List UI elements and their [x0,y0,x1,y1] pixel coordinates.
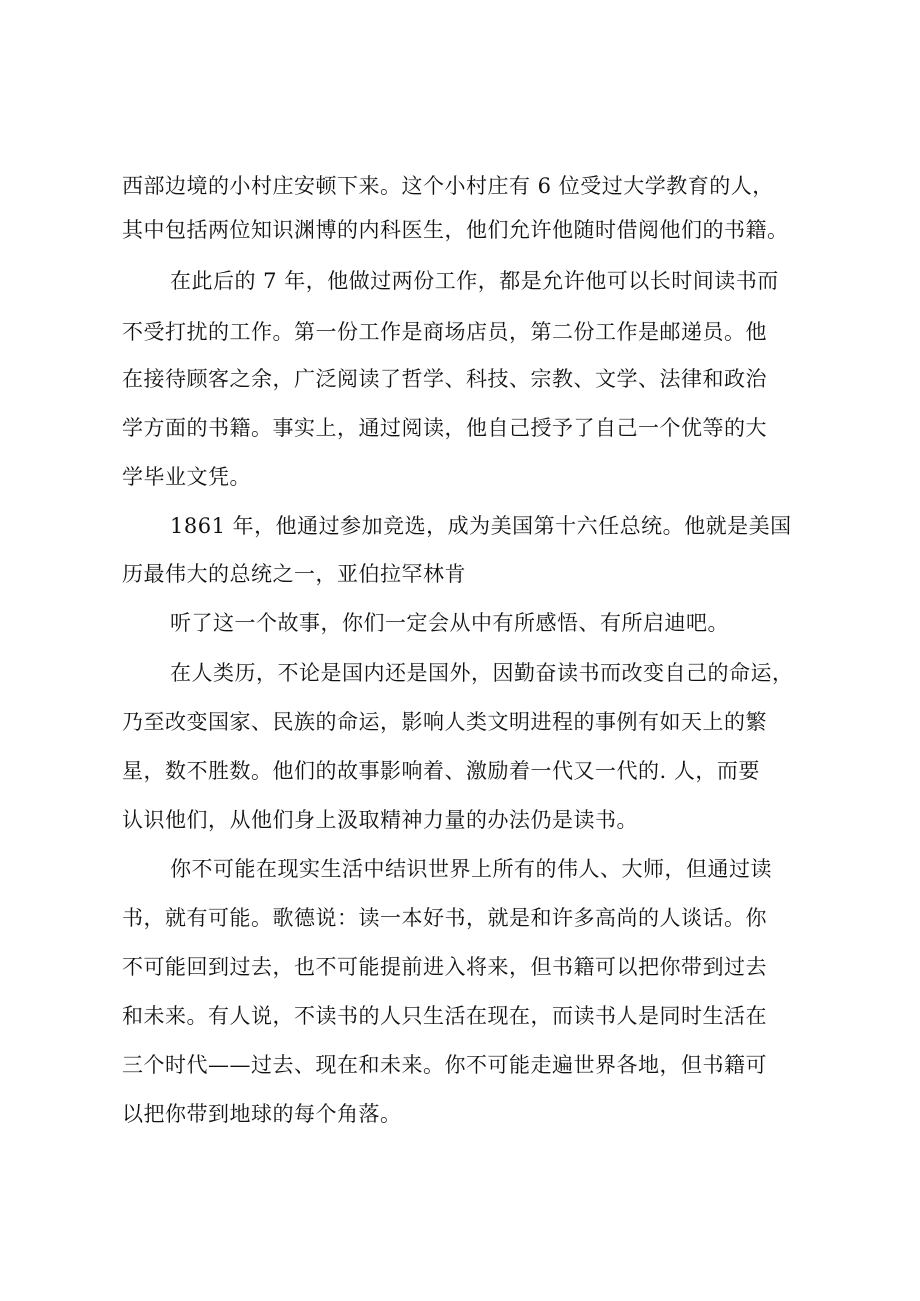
text-line: 三个时代——过去、现在和未来。你不可能走遍世界各地，但书籍可 [122,1053,767,1077]
text-line: 学毕业文凭。 [122,465,251,489]
text-line: 在此后的 7 年，他做过两份工作，都是允许他可以长时间读书而 [170,269,779,293]
text-line: 1861 年，他通过参加竞选，成为美国第十六任总统。他就是美国 [170,514,792,538]
text-line: 学方面的书籍。事实上，通过阅读，他自己授予了自己一个优等的大 [122,416,767,440]
text-line: 历最伟大的总统之一，亚伯拉罕林肯 [122,562,466,586]
text-line: 不受打扰的工作。第一份工作是商场店员，第二份工作是邮递员。他 [122,320,767,344]
text-line: 在接待顾客之余，广泛阅读了哲学、科技、宗教、文学、法律和政治 [122,367,767,391]
text-line: 不可能回到过去，也不可能提前进入将来，但书籍可以把你带到过去 [122,955,767,979]
text-line: 乃至改变国家、民族的命运，影响人类文明进程的事例有如天上的繁 [122,710,767,734]
text-line: 在人类历，不论是国内还是国外，因勤奋读书而改变自己的命运， [170,661,794,685]
text-line: 你不可能在现实生活中结识世界上所有的伟人、大师，但通过读 [170,857,772,881]
text-line: 认识他们，从他们身上汲取精神力量的办法仍是读书。 [122,808,638,832]
text-line: 其中包括两位知识渊博的内科医生，他们允许他随时借阅他们的书籍。 [122,218,789,242]
text-line: 书，就有可能。歌德说：读一本好书，就是和许多高尚的人谈话。你 [122,906,767,930]
text-line: 西部边境的小村庄安顿下来。这个小村庄有 6 位受过大学教育的人， [122,174,774,198]
text-line: 以把你带到地球的每个角落。 [122,1102,402,1126]
text-line: 听了这一个故事，你们一定会从中有所感悟、有所启迪吧。 [170,611,729,635]
text-line: 和未来。有人说，不读书的人只生活在现在，而读书人是同时生活在 [122,1004,767,1028]
text-line: 星，数不胜数。他们的故事影响着、激励着一代又一代的. 人，而要 [122,759,760,783]
